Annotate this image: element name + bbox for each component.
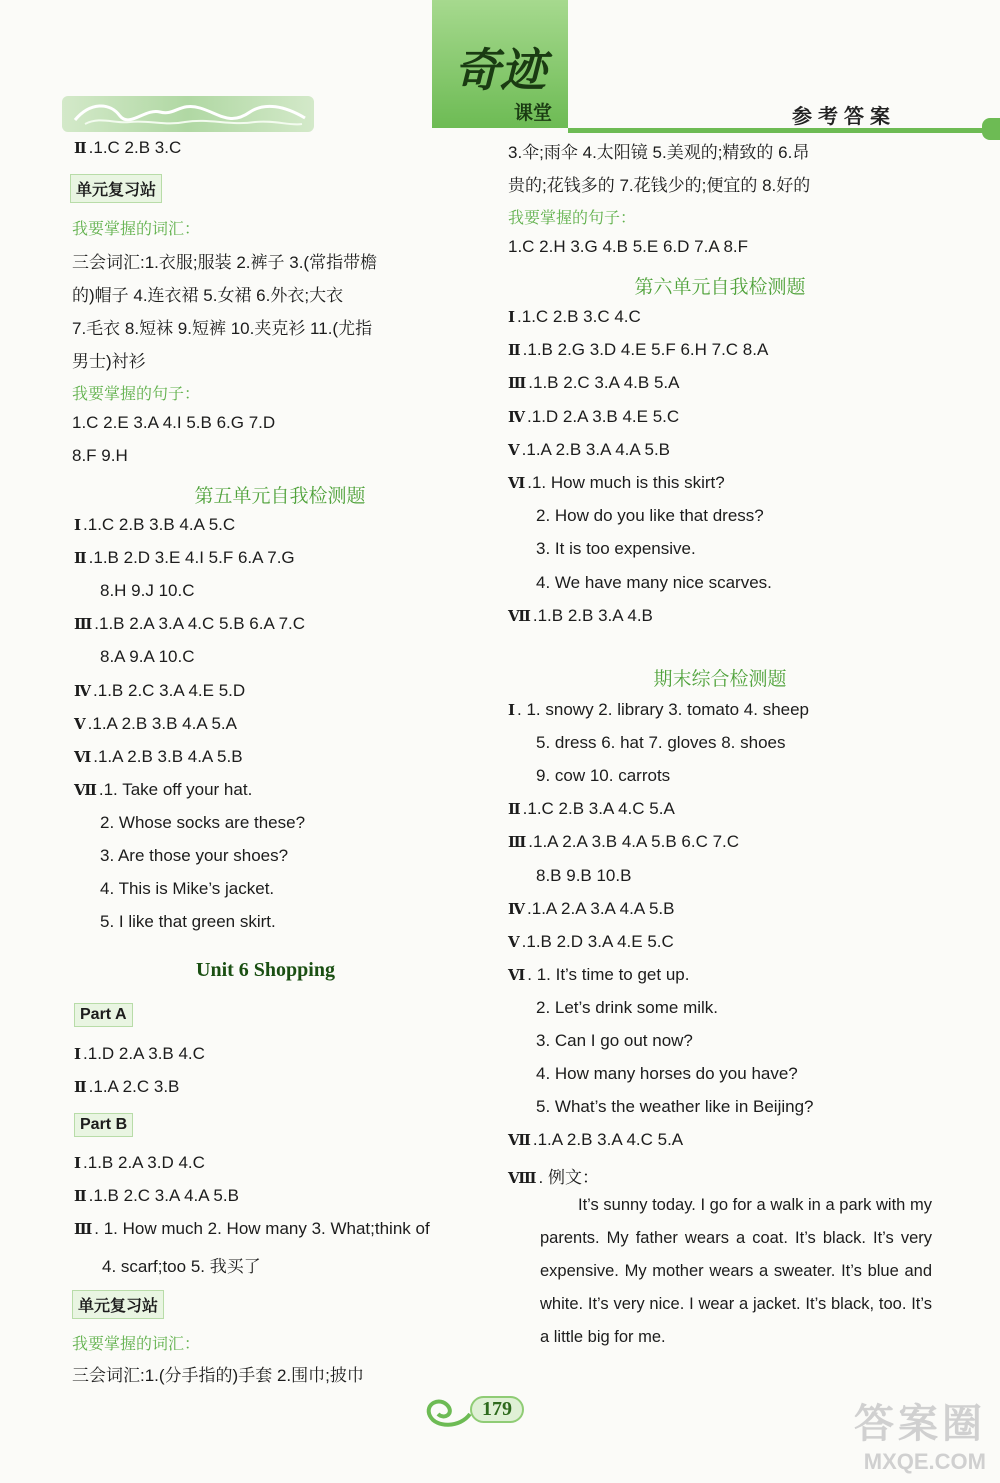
answer-text: .1.B 2.D 3.A 4.E 5.C [521, 931, 674, 951]
unit-review-label: 单元复习站 [72, 1290, 164, 1319]
answer-line [536, 573, 772, 593]
answer-line [74, 747, 243, 767]
answer-text: 2. How do you like that dress? [536, 506, 764, 526]
vocab-line: 贵的;花钱多的 7.花钱少的;便宜的 8.好的 [508, 176, 811, 195]
roman-numeral: Ⅱ [508, 800, 521, 819]
page-edge-tab [982, 118, 1000, 140]
answer-line: 1.C 2.E 3.A 4.I 5.B 6.G 7.D [72, 413, 276, 432]
vocab-line: 的)帽子 4.连衣裙 5.女裙 6.外衣;大衣 [72, 286, 344, 305]
vocab-line: 男士)衬衫 [72, 352, 146, 371]
answer-text: 5. dress 6. hat 7. gloves 8. shoes [536, 733, 786, 753]
roman-numeral: Ⅶ [508, 606, 531, 625]
vocab-heading: 我要掌握的词汇： [72, 221, 201, 238]
answer-line [508, 407, 679, 427]
answer-text: .1.D 2.A 3.B 4.E 5.C [527, 406, 680, 426]
section-title: 参考答案 [792, 104, 896, 128]
answer-text: .1.C 2.B 3.C 4.C [517, 307, 641, 326]
answer-text: 2. Whose socks are these? [100, 812, 306, 832]
answer-text: 5. I like that green skirt. [100, 912, 276, 932]
roman-numeral: Ⅵ [508, 965, 526, 984]
vocab-line: 3.伞;雨伞 4.太阳镜 5.美观的;精致的 6.昂 [508, 143, 810, 162]
answer-line [508, 440, 670, 460]
answer-text: . 1. snowy 2. library 3. tomato 4. sheep [517, 700, 810, 719]
answer-line [100, 912, 276, 932]
answer-text: .1.C 2.B 3.A 4.C 5.A [522, 799, 675, 819]
roman-numeral: Ⅲ [74, 615, 93, 634]
answer-text: .1. Take off your hat. [98, 779, 253, 799]
watermark-url: MXQE.COM [863, 1449, 986, 1474]
page-number: 179 [470, 1396, 524, 1423]
vocab-line: 三会词汇:1.(分手指的)手套 2.围巾;披巾 [72, 1366, 364, 1385]
answer-text: 9. cow 10. carrots [536, 766, 671, 786]
answer-text: 5. What’s the weather like in Beijing? [536, 1097, 814, 1117]
answer-line [74, 780, 252, 800]
logo [432, 0, 568, 128]
answer-line [536, 733, 785, 753]
answer-text: .1.B 2.C 3.A 4.B 5.A [528, 373, 680, 393]
answer-line [100, 647, 195, 667]
answer-line [100, 581, 195, 601]
answer-text: .1.A 2.B 3.A 4.A 5.B [521, 439, 671, 459]
answer-text: 8.A 9.A 10.C [100, 647, 195, 667]
answer-line [100, 813, 305, 833]
answer-text: 4. How many horses do you have? [536, 1064, 798, 1084]
answer-line [536, 506, 764, 526]
answer-text: .1.B 2.B 3.A 4.B [532, 605, 653, 625]
cloud-swirl-icon [70, 98, 310, 130]
answer-text: 8.H 9.J 10.C [100, 581, 195, 601]
test-title: 第六单元自我检测题 [634, 277, 806, 298]
answer-text: .1.B 2.A 3.A 4.C 5.B 6.A 7.C [94, 614, 306, 634]
answer-text: 2. Let’s drink some milk. [536, 997, 719, 1017]
roman-numeral: Ⅷ [508, 1169, 537, 1188]
answer-text: .1.B 2.G 3.D 4.E 5.F 6.H 7.C 8.A [522, 340, 769, 360]
vocab-line: 7.毛衣 8.短袜 9.短裤 10.夹克衫 11.(尤指 [72, 319, 373, 338]
answer-text: 4. This is Mike’s jacket. [100, 879, 275, 899]
answer-line [74, 515, 235, 535]
page-number-badge [420, 1388, 550, 1438]
answer-line [508, 473, 725, 493]
answer-line: 1.C 2.H 3.G 4.B 5.E 6.D 7.A 8.F [508, 237, 749, 256]
part-a-label: Part A [74, 1003, 133, 1027]
answer-line [508, 373, 679, 393]
answer-text: 3. It is too expensive. [536, 539, 696, 559]
sample-essay: It’s sunny today. I go for a walk in a park with my parents. My father wears a coat. It’s black. It’s very expensive. My mother wears a sweater. It’s blue and white. It’s very nice. I wear a jacket. It’s black, too. It’s a little big for me. [540, 1196, 932, 1346]
watermark-text: 答案圈 [854, 1402, 986, 1446]
answer-text: .1.A 2.A 3.A 4.A 5.B [527, 898, 675, 918]
roman-numeral: Ⅵ [508, 474, 526, 492]
roman-numeral: Ⅴ [508, 932, 520, 951]
roman-numeral: Ⅱ [74, 549, 87, 568]
vocab-line: 三会词汇:1.衣服;服装 2.裤子 3.(常指带檐 [72, 253, 378, 272]
answer-line [74, 714, 237, 734]
vocab-heading: 我要掌握的词汇： [72, 1336, 201, 1353]
answer-line: Ⅱ .1.C 2.B 3.C [74, 138, 182, 157]
sentence-heading: 我要掌握的句子： [508, 210, 637, 227]
answer-line: Ⅰ .1.B 2.A 3.D 4.C [74, 1153, 205, 1172]
answer-text: .1.A 2.B 3.B 4.A 5.A [87, 713, 237, 733]
answer-line: Ⅰ .1.D 2.A 3.B 4.C [74, 1044, 205, 1063]
logo-sub-text: 课堂 [513, 103, 552, 124]
answer-line [508, 932, 674, 952]
answer-line [508, 700, 809, 720]
answer-text: 8.B 9.B 10.B [536, 865, 632, 885]
answer-line [508, 965, 689, 985]
header-divider [568, 128, 988, 133]
answer-line [508, 1163, 599, 1188]
answer-line [508, 799, 675, 819]
swirl-ornament-icon [420, 1392, 476, 1432]
answer-line [536, 998, 718, 1018]
answer-line: 4. scarf;too 5. 我买了 [102, 1257, 261, 1276]
answer-text: .1.B 2.C 3.A 4.E 5.D [93, 680, 246, 700]
roman-numeral: Ⅶ [74, 780, 97, 799]
answer-line [536, 1097, 814, 1117]
roman-numeral: Ⅳ [74, 681, 92, 700]
test-title: 第五单元自我检测题 [194, 486, 366, 507]
answer-line [536, 866, 631, 886]
answer-line [508, 832, 739, 852]
test-title: 期末综合检测题 [653, 669, 787, 690]
roman-numeral: Ⅶ [508, 1131, 531, 1150]
answer-text: .1.A 2.B 3.B 4.A 5.B [93, 746, 243, 766]
answer-text: . 例文： [538, 1168, 599, 1188]
answer-text: 3. Are those your shoes? [100, 846, 289, 865]
answer-line: Ⅲ . 1. How much 2. How many 3. What;think of [74, 1219, 430, 1238]
answer-text: 4. We have many nice scarves. [536, 572, 772, 592]
answer-line [508, 307, 641, 327]
unit-title: Unit 6 Shopping [196, 959, 335, 981]
part-b-label: Part B [74, 1113, 133, 1137]
answer-text: . 1. It’s time to get up. [527, 964, 690, 984]
answer-line: 8.F 9.H [72, 446, 128, 465]
unit-review-label: 单元复习站 [70, 174, 162, 203]
answer-line [508, 1130, 683, 1150]
answer-line [508, 340, 768, 360]
answer-line: Ⅱ .1.A 2.C 3.B [74, 1077, 180, 1096]
answer-line [508, 899, 674, 919]
roman-numeral: Ⅳ [508, 899, 526, 918]
roman-numeral: Ⅲ [508, 374, 527, 393]
answer-line [74, 681, 245, 701]
answer-text: .1. How much is this skirt? [527, 473, 725, 492]
roman-numeral: Ⅰ [508, 308, 516, 326]
answer-line [100, 879, 274, 899]
answer-line [100, 846, 288, 866]
roman-numeral: Ⅴ [74, 714, 86, 733]
answer-text: 3. Can I go out now? [536, 1031, 693, 1050]
sentence-heading: 我要掌握的句子： [72, 386, 201, 403]
answer-line [74, 614, 305, 634]
watermark [854, 1392, 986, 1475]
roman-numeral: Ⅲ [508, 833, 527, 852]
roman-numeral: Ⅴ [508, 440, 520, 459]
roman-numeral: Ⅵ [74, 747, 92, 766]
answer-line: Ⅱ .1.B 2.C 3.A 4.A 5.B [74, 1186, 239, 1205]
answer-line [536, 539, 696, 559]
answer-line [536, 766, 670, 786]
roman-numeral: Ⅰ [74, 516, 82, 534]
roman-numeral: Ⅳ [508, 407, 526, 426]
roman-numeral: Ⅱ [508, 341, 521, 360]
answer-text: .1.A 2.A 3.B 4.A 5.B 6.C 7.C [528, 832, 740, 852]
answer-line [508, 606, 653, 626]
answer-text: .1.C 2.B 3.B 4.A 5.C [83, 515, 236, 534]
answer-text: .1.A 2.B 3.A 4.C 5.A [532, 1130, 684, 1150]
answer-line [536, 1031, 693, 1051]
logo-main-text: 奇迹 [454, 43, 546, 97]
answer-line [536, 1064, 798, 1084]
roman-numeral: Ⅰ [508, 701, 516, 719]
answer-line [74, 548, 295, 568]
answer-text: .1.B 2.D 3.E 4.I 5.F 6.A 7.G [88, 548, 295, 568]
